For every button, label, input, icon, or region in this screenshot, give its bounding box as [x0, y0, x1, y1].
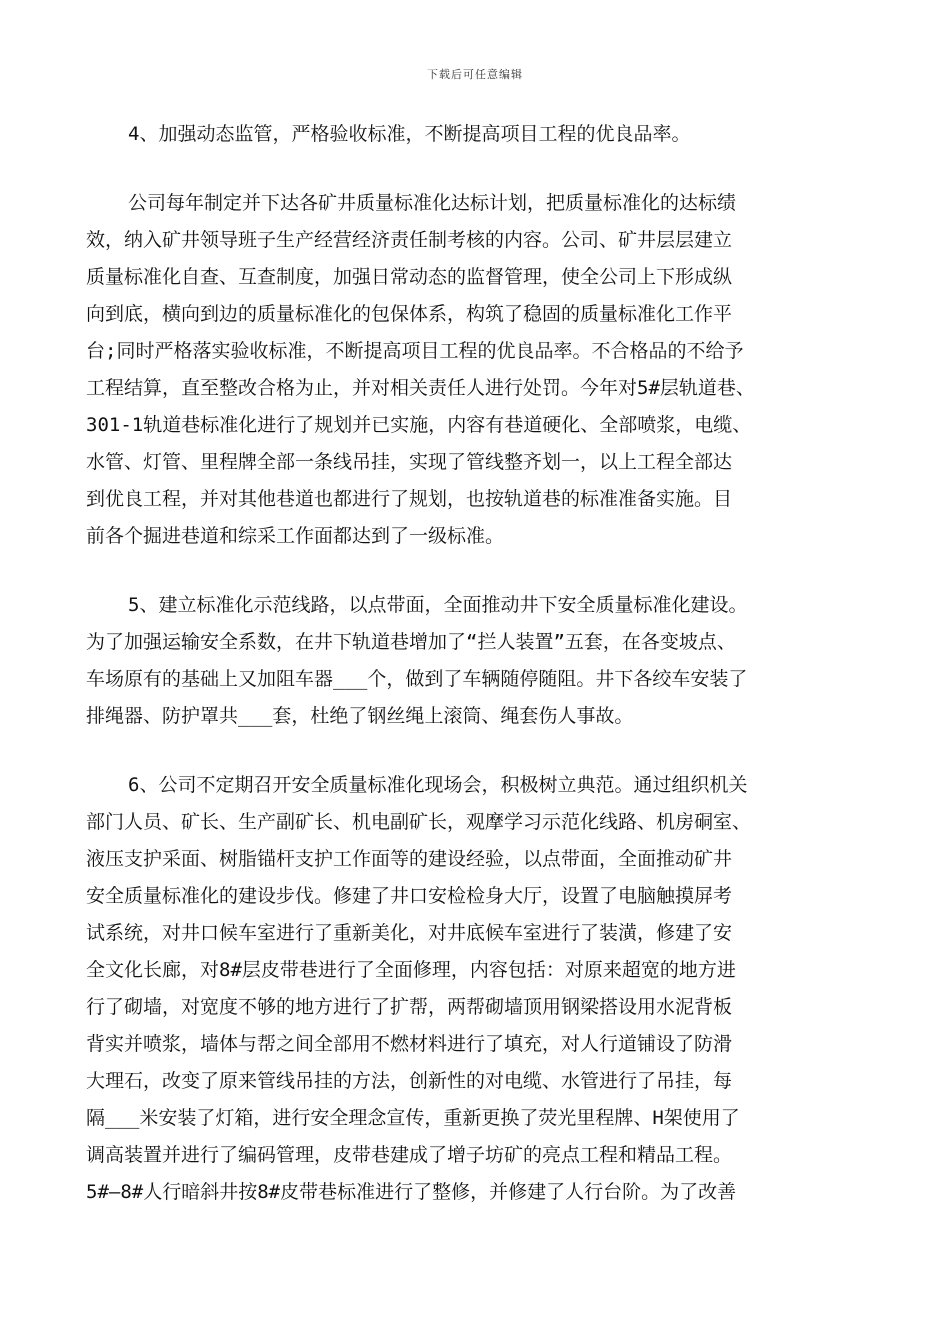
text-line: 背实并喷浆，墙体与帮之间全部用不燃材料进行了填充，对人行道铺设了防滑 [86, 1033, 733, 1055]
paragraph-item-6 [86, 767, 866, 1211]
text-line: 为了加强运输安全系数，在井下轨道巷增加了“拦人装置”五套，在各变坡点、 [86, 631, 736, 653]
text-line: 排绳器、防护罩共___套，杜绝了钢丝绳上滚筒、绳套伤人事故。 [86, 705, 634, 727]
text-line: 到优良工程，并对其他巷道也都进行了规划，也按轨道巷的标准准备实施。目 [86, 488, 733, 510]
text-line: 调高装置并进行了编码管理，皮带巷建成了增子坊矿的亮点工程和精品工程。 [86, 1144, 733, 1166]
text-line: 水管、灯管、里程牌全部一条线吊挂，实现了管线整齐划一，以上工程全部达 [86, 451, 733, 473]
text-line: 向到底，横向到边的质量标准化的包保体系，构筑了稳固的质量标准化工作平 [86, 303, 733, 325]
text-line: 6、公司不定期召开安全质量标准化现场会，积极树立典范。通过组织机关 [128, 774, 748, 796]
text-line: 液压支护采面、树脂锚杆支护工作面等的建设经验，以点带面，全面推动矿井 [86, 848, 733, 870]
text-line: 全文化长廊，对8#层皮带巷进行了全面修理，内容包括：对原来超宽的地方进 [86, 959, 736, 981]
text-line: 部门人员、矿长、生产副矿长、机电副矿长，观摩学习示范化线路、机房硐室、 [86, 811, 752, 833]
text-line: 5、建立标准化示范线路，以点带面，全面推动井下安全质量标准化建设。 [128, 594, 748, 616]
text-line: 大理石，改变了原来管线吊挂的方法，创新性的对电缆、水管进行了吊挂，每 [86, 1070, 733, 1092]
text-line: 效，纳入矿井领导班子生产经营经济责任制考核的内容。公司、矿井层层建立 [86, 229, 733, 251]
document-body [86, 116, 866, 1243]
text-line: 台;同时严格落实验收标准，不断提高项目工程的优良品率。不合格品的不给予 [86, 340, 744, 362]
text-line: 前各个掘进巷道和综采工作面都达到了一级标准。 [86, 525, 505, 547]
text-line: 隔___米安装了灯箱，进行安全理念宣传，重新更换了荧光里程牌、H架使用了 [86, 1107, 740, 1129]
text-line: 5#—8#人行暗斜井按8#皮带巷标准进行了整修，并修建了人行台阶。为了改善 [86, 1181, 737, 1203]
page-header: 下载后可任意编辑 [427, 68, 523, 81]
text-line: 301-1轨道巷标准化进行了规划并已实施，内容有巷道硬化、全部喷浆，电缆、 [86, 414, 752, 436]
paragraph-item-5 [86, 587, 866, 735]
text-line: 车场原有的基础上又加阻车器___个，做到了车辆随停随阻。井下各绞车安装了 [86, 668, 748, 690]
text-line: 公司每年制定并下达各矿井质量标准化达标计划，把质量标准化的达标绩 [128, 192, 737, 214]
text-line: 4、加强动态监管，严格验收标准，不断提高项目工程的优良品率。 [128, 123, 691, 145]
text-line: 安全质量标准化的建设步伐。修建了井口安检检身大厅，设置了电脑触摸屏考 [86, 885, 733, 907]
paragraph-quality-plan [86, 185, 866, 555]
paragraph-item-4 [86, 116, 866, 153]
text-line: 试系统，对井口候车室进行了重新美化，对井底候车室进行了装潢，修建了安 [86, 922, 733, 944]
text-line: 工程结算，直至整改合格为止，并对相关责任人进行处罚。今年对5#层轨道巷、 [86, 377, 755, 399]
text-line: 行了砌墙，对宽度不够的地方进行了扩帮，两帮砌墙顶用钢梁搭设用水泥背板 [86, 996, 733, 1018]
text-line: 质量标准化自查、互查制度，加强日常动态的监督管理，使全公司上下形成纵 [86, 266, 733, 288]
